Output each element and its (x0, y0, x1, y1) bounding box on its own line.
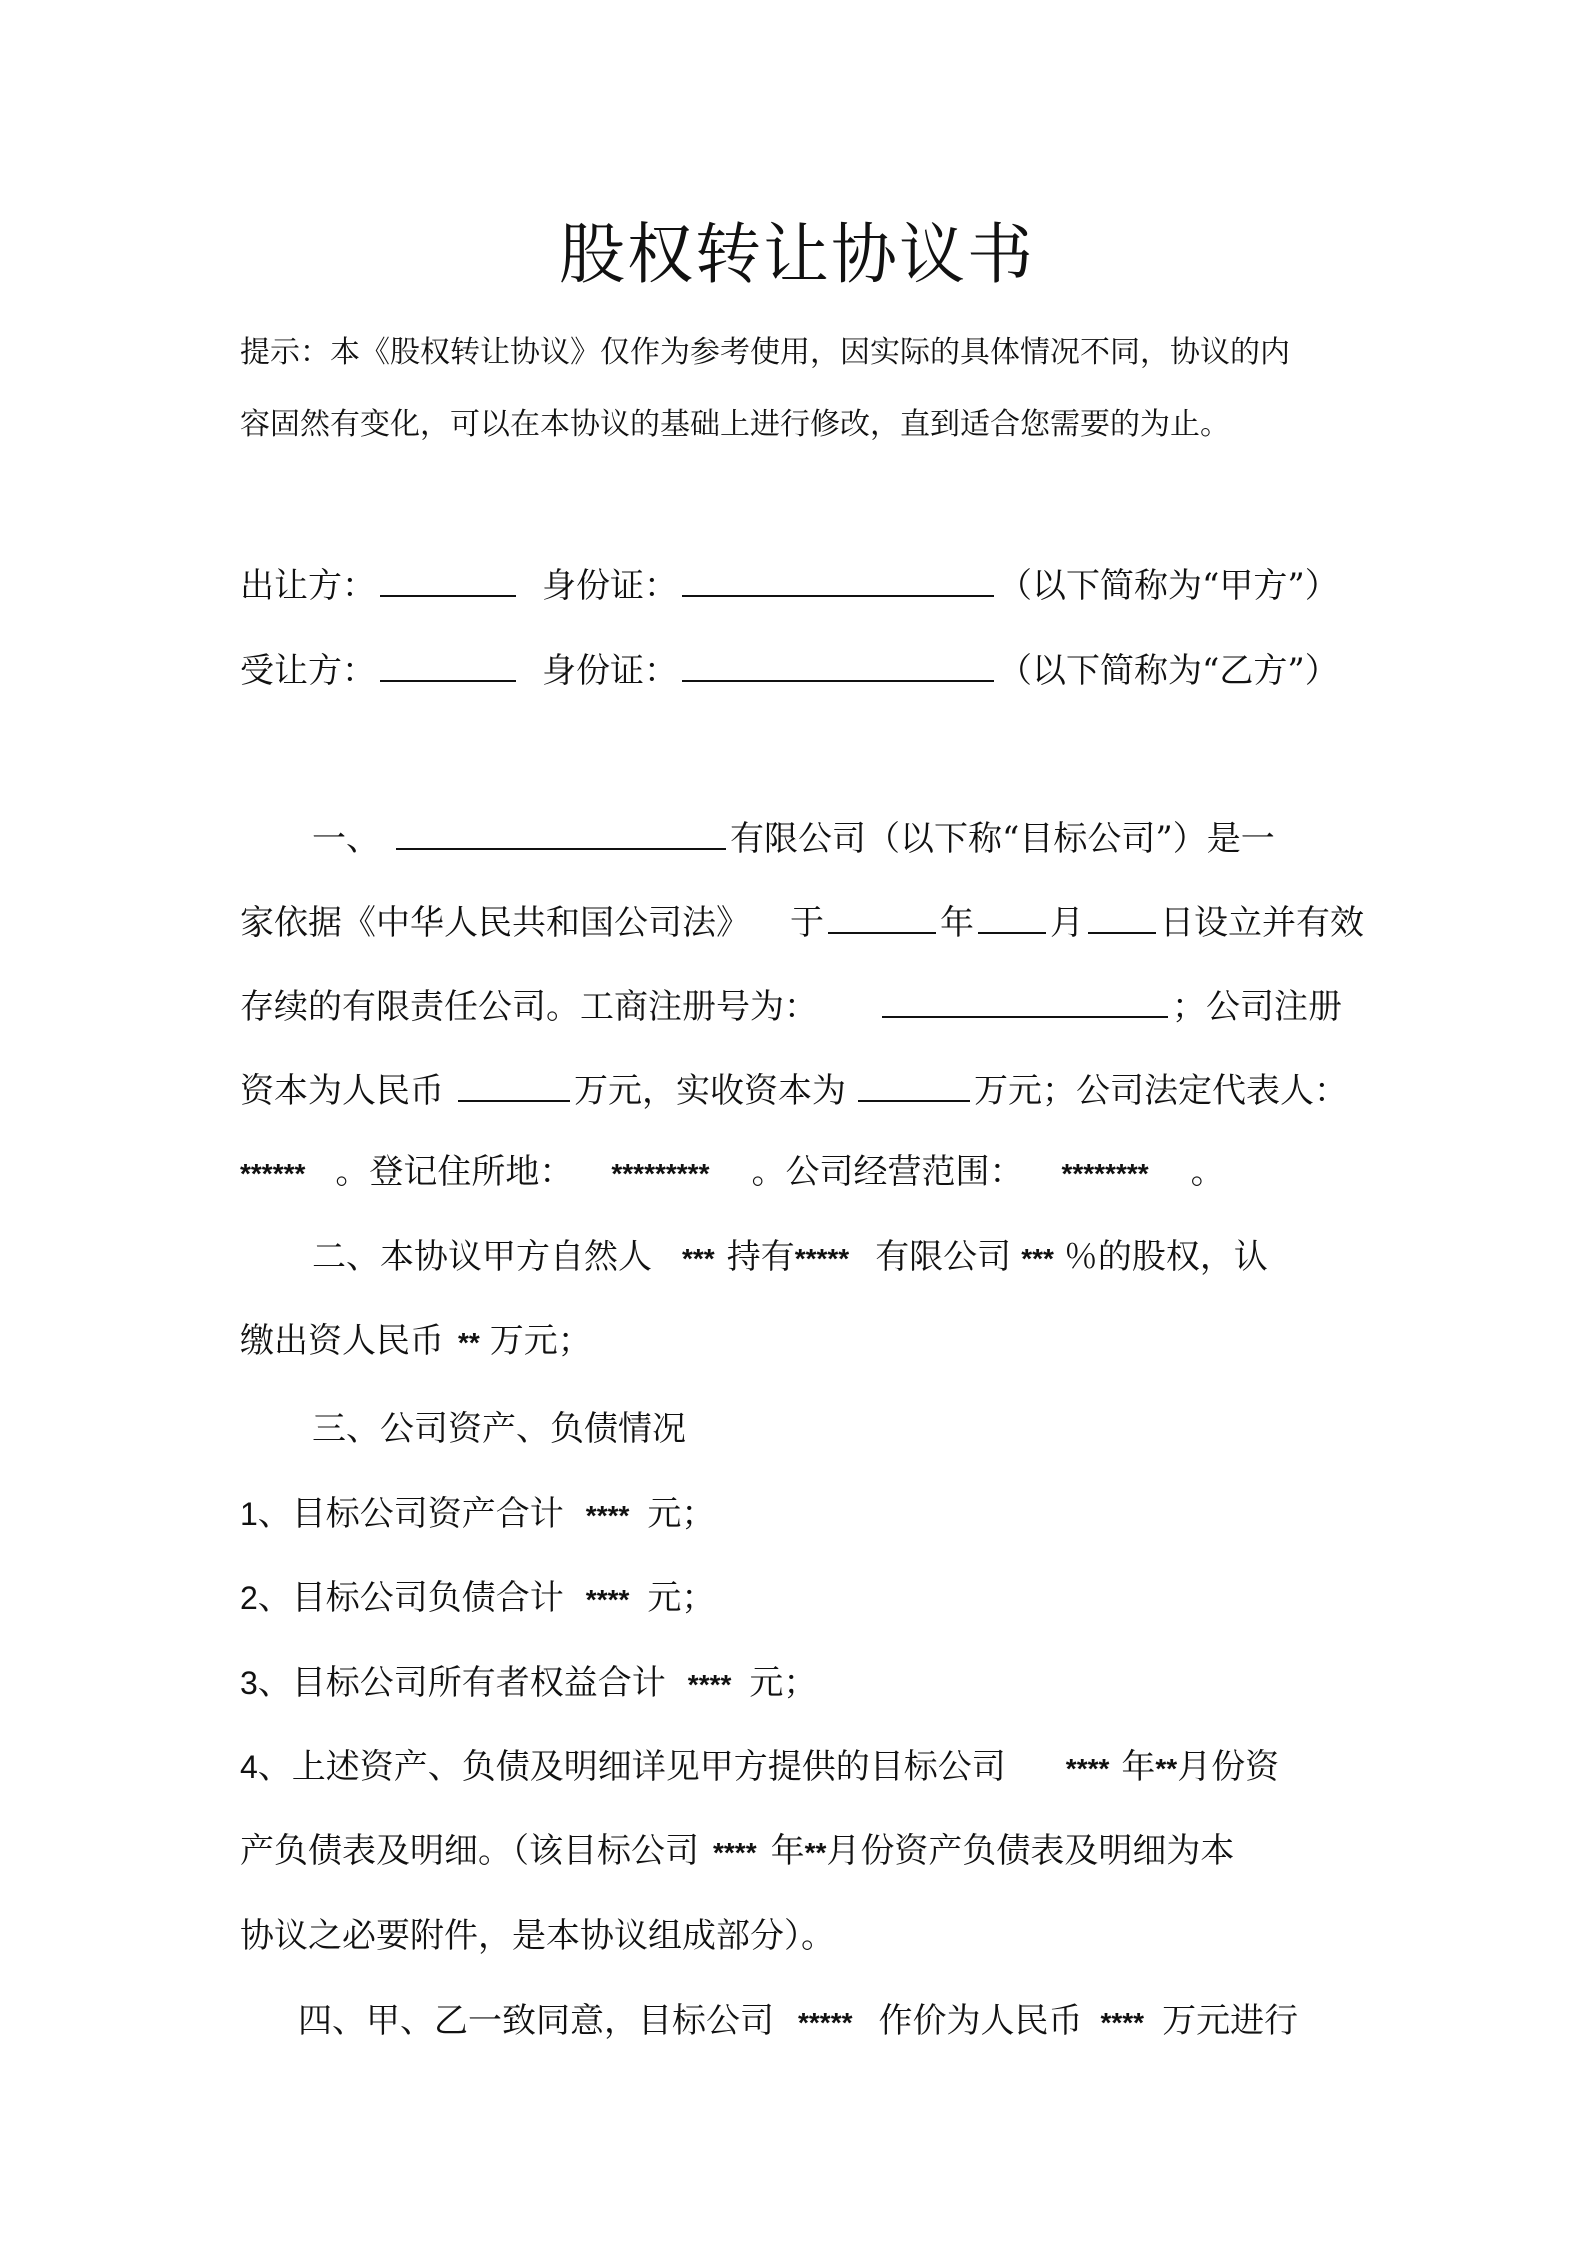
transferee-id-blank (682, 650, 994, 682)
day-blank (1088, 902, 1156, 934)
asset-item-3: 3、目标公司所有者权益合计 **** 元； (240, 1663, 818, 1703)
clause1-line-3: 存续的有限责任公司。工商注册号为： ；公司注册 (240, 987, 1342, 1027)
note-line-2: 容固然有变化，可以在本协议的基础上进行修改，直到适合您需要的为止。 (240, 407, 1230, 442)
clause3-heading: 三、公司资产、负债情况 (312, 1409, 686, 1449)
registration-number-blank (882, 986, 1168, 1018)
clause1-line-5: ****** 。登记住所地： ********* 。公司经营范围： ******** 。 (240, 1152, 1225, 1192)
transferor-suffix: （以下简称为“甲方”） (998, 566, 1339, 606)
document-title: 股权转让协议书 (559, 216, 1035, 293)
clause1-line-2: 家依据《中华人民共和国公司法》 于 年 月 日设立并有效 (240, 903, 1364, 943)
clause4-line-1: 四、甲、乙一致同意，目标公司 ***** 作价为人民币 **** 万元进行 (298, 2001, 1299, 2041)
note-line-1: 提示：本《股权转让协议》仅作为参考使用，因实际的具体情况不同，协议的内 (240, 335, 1290, 370)
registered-capital-blank (458, 1070, 570, 1102)
transferee-row (240, 650, 1360, 691)
company-name-blank (396, 818, 726, 850)
transferor-row (240, 565, 1360, 606)
month-blank (978, 902, 1046, 934)
transferor-id-label: 身份证： (542, 566, 678, 606)
clause1-line-4: 资本为人民币 万元，实收资本为 万元；公司法定代表人： (240, 1071, 1348, 1111)
transferee-id-label: 身份证： (542, 651, 678, 691)
asset-item-4-line-2: 产负债表及明细。（该目标公司 **** 年**月份资产负债表及明细为本 (240, 1831, 1235, 1871)
asset-item-4-line-3: 协议之必要附件，是本协议组成部分）。 (240, 1916, 835, 1956)
paid-in-capital-blank (858, 1070, 970, 1102)
transferee-suffix: （以下简称为“乙方”） (998, 651, 1339, 691)
clause1-line-1: 一、 有限公司（以下称“目标公司”）是一 (312, 819, 1275, 859)
clause2-line-1: 二、本协议甲方自然人 *** 持有***** 有限公司 *** ％的股权，认 (312, 1237, 1268, 1277)
asset-item-1: 1、目标公司资产合计 **** 元； (240, 1494, 716, 1534)
transferee-name-blank (380, 650, 516, 682)
year-blank (828, 902, 936, 934)
transferor-id-blank (682, 565, 994, 597)
transferor-label: 出让方： (240, 566, 376, 606)
clause2-line-2: 缴出资人民币 ** 万元； (240, 1321, 592, 1361)
asset-item-2: 2、目标公司负债合计 **** 元； (240, 1578, 716, 1618)
transferee-label: 受让方： (240, 651, 376, 691)
transferor-name-blank (380, 565, 516, 597)
asset-item-4-line-1: 4、上述资产、负债及明细详见甲方提供的目标公司 **** 年**月份资 (240, 1747, 1280, 1787)
